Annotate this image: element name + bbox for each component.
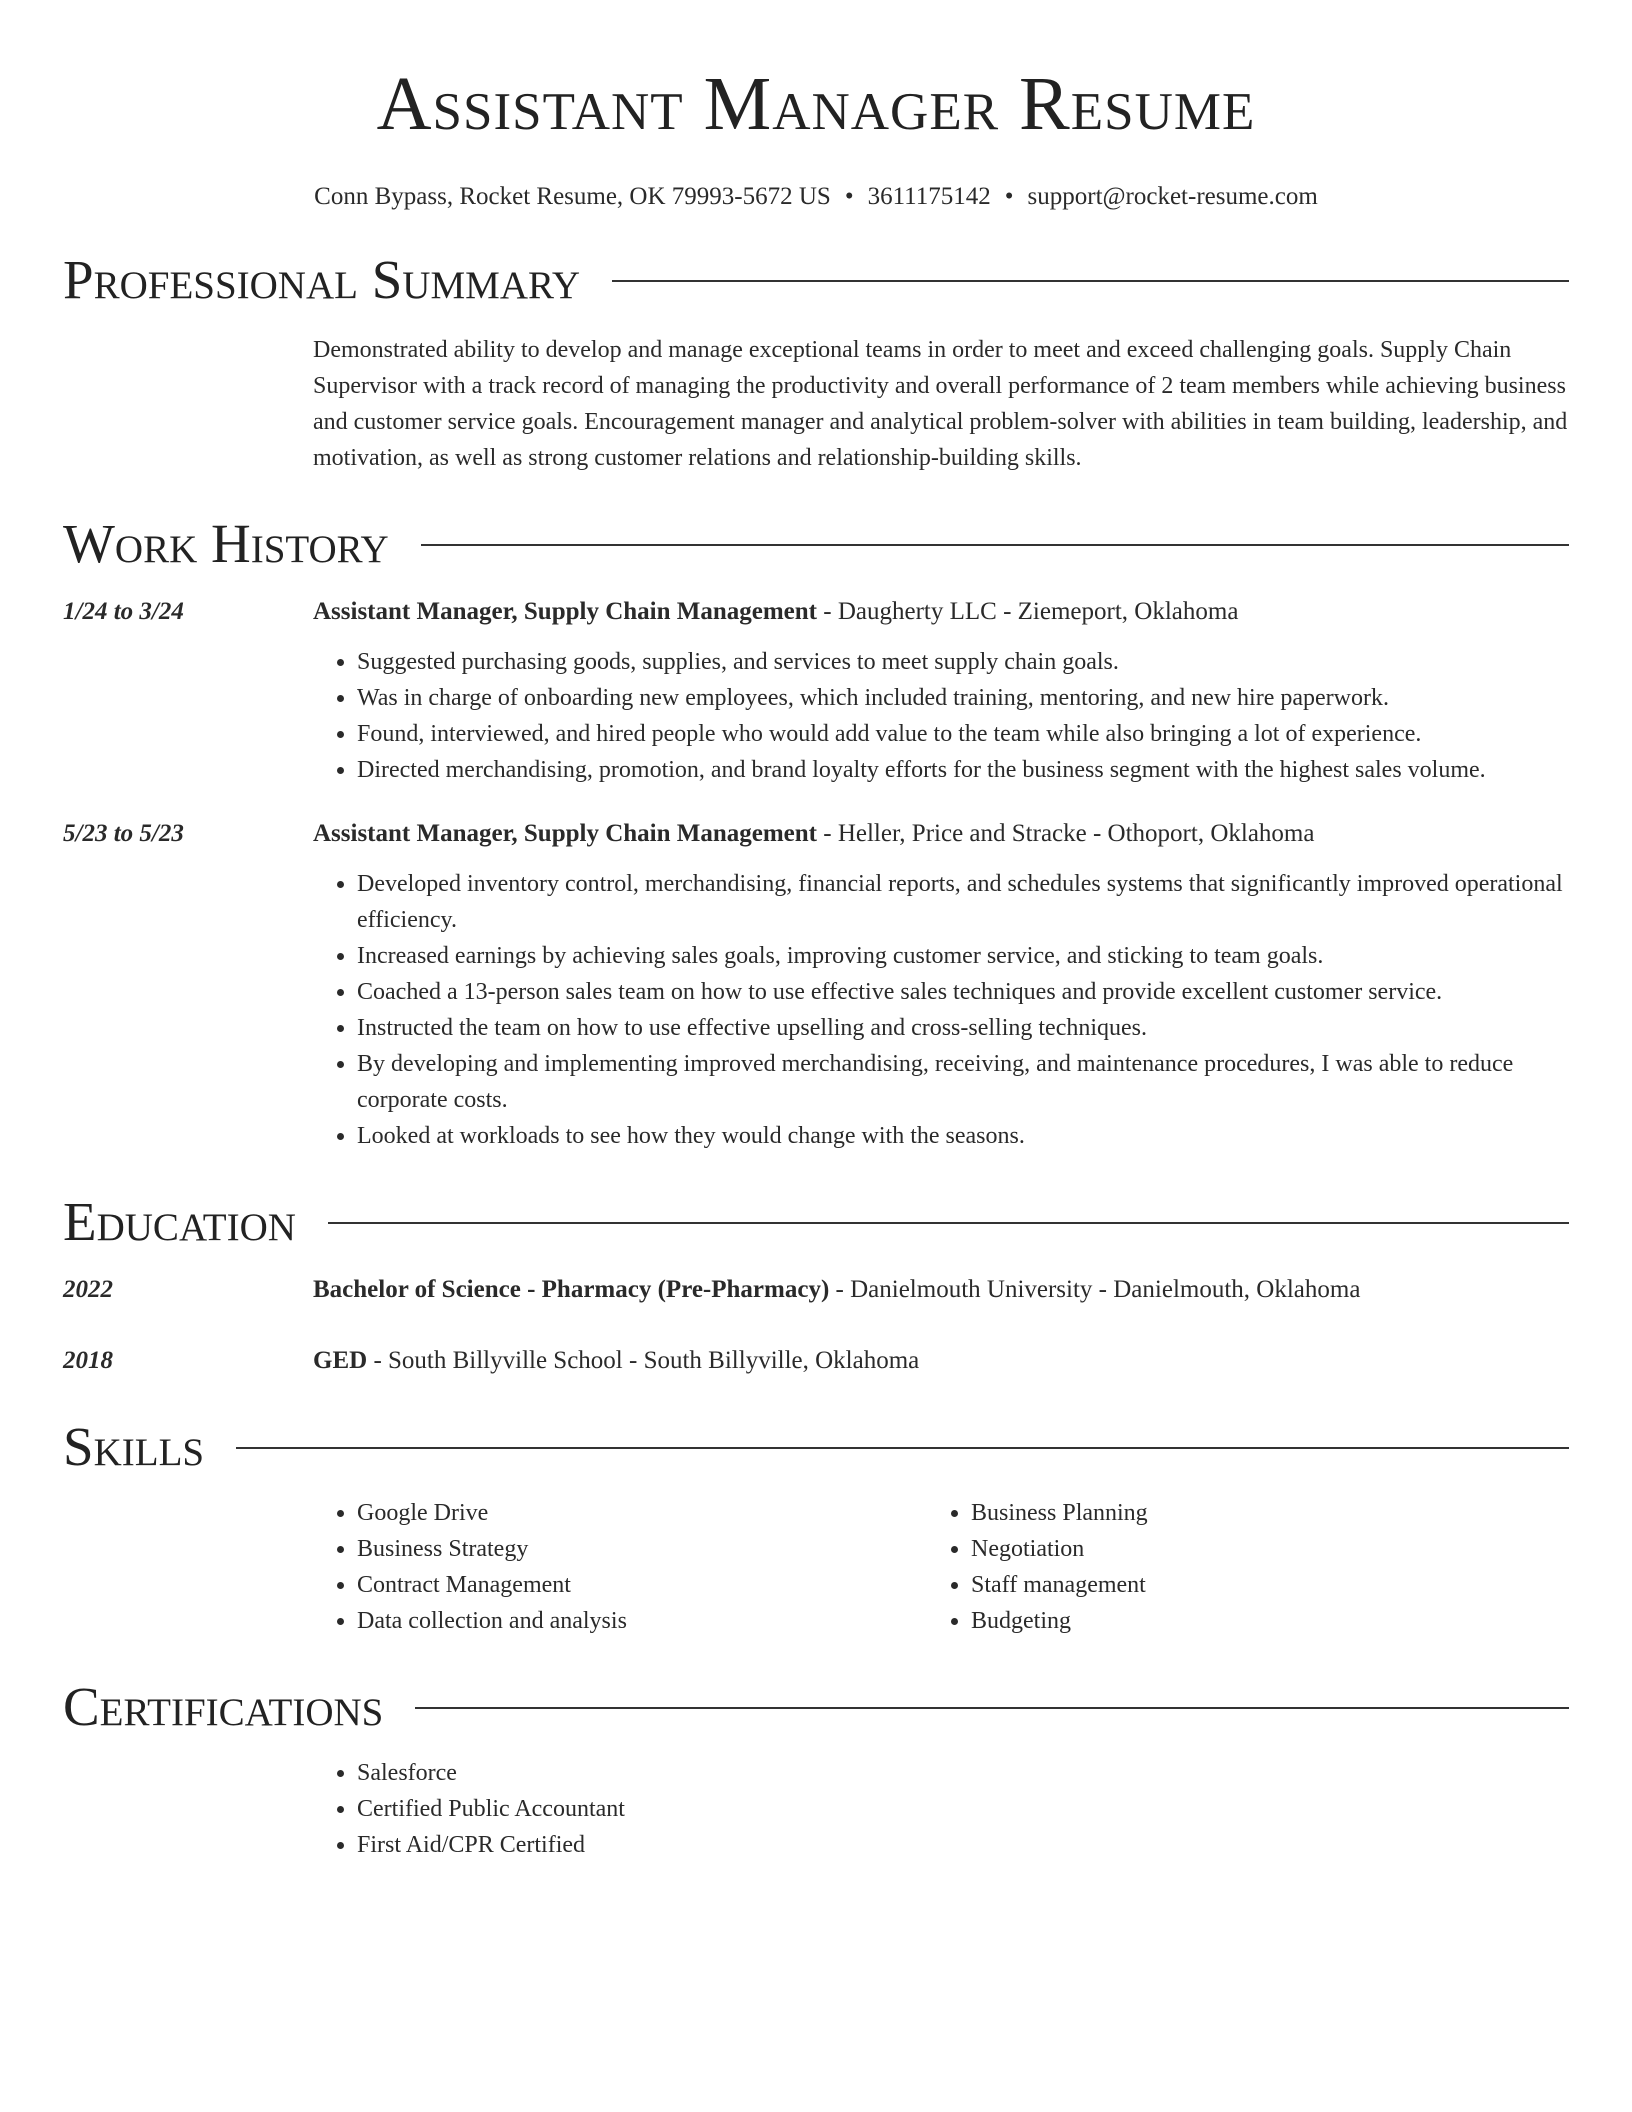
- summary-text: Demonstrated ability to develop and manage exceptional teams in order to meet and exceed challenging goals. Supply Chain Supervisor with a track record of managing the productivity and overall performance of 2 team members while achieving business and customer service goals. Encouragement manager and analytical problem-solver with abilities in team building, leadership, and motivation, as well as strong customer relations and relationship-building skills.: [313, 337, 1568, 471]
- job-role: Assistant Manager, Supply Chain Management: [313, 598, 818, 625]
- skills-column-right: [927, 1495, 1541, 1639]
- section-title-education: Education: [63, 1191, 296, 1252]
- job-bullet: • Developed inventory control, merchandising, financial reports, and schedules systems that significantly improved operational efficiency.: [357, 866, 1569, 938]
- contact-line: [63, 182, 1569, 212]
- section-title-summary: Professional Summary: [63, 249, 581, 310]
- section-header-education: [63, 1190, 1569, 1254]
- certification-item: • First Aid/CPR Certified: [357, 1827, 1569, 1863]
- job-heading: [313, 816, 1569, 852]
- section-title-work: Work History: [63, 513, 389, 574]
- job-body: [313, 594, 1569, 788]
- job-bullet: • Suggested purchasing goods, supplies, and services to meet supply chain goals.: [357, 644, 1569, 680]
- section-header-certifications: [63, 1675, 1569, 1739]
- skill-item: • Business Planning: [971, 1495, 1541, 1531]
- job-bullet: • Instructed the team on how to use effective upselling and cross-selling techniques.: [357, 1010, 1569, 1046]
- skill-item: • Data collection and analysis: [357, 1603, 927, 1639]
- contact-phone: 3611175142: [867, 183, 991, 210]
- certifications-list: [63, 1755, 1569, 1863]
- certification-item: • Salesforce: [357, 1755, 1569, 1791]
- job-employer: - Daugherty LLC - Ziemeport, Oklahoma: [817, 598, 1239, 625]
- education-entry: [63, 1272, 1569, 1308]
- contact-separator: •: [844, 183, 854, 210]
- job-bullet: • Directed merchandising, promotion, and brand loyalty efforts for the business segment with the highest sales volume.: [357, 752, 1569, 788]
- section-divider: [415, 1707, 1569, 1709]
- section-header-work: [63, 512, 1569, 576]
- job-entry: [63, 816, 1569, 1154]
- certification-item: • Certified Public Accountant: [357, 1791, 1569, 1827]
- job-dates: 1/24 to 3/24: [63, 598, 184, 625]
- section-title-skills: Skills: [63, 1416, 205, 1477]
- skills-column-left: [313, 1495, 927, 1639]
- job-bullet: • Coached a 13-person sales team on how to use effective sales techniques and provide excellent customer service.: [357, 974, 1569, 1010]
- job-entry: [63, 594, 1569, 788]
- contact-separator: •: [1004, 183, 1014, 210]
- job-dates: 5/23 to 5/23: [63, 820, 184, 847]
- job-bullet: • By developing and implementing improved merchandising, receiving, and maintenance procedures, I was able to reduce corporate costs.: [357, 1046, 1569, 1118]
- education-year: 2022: [63, 1276, 113, 1303]
- education-body: [313, 1343, 1569, 1379]
- section-header-skills: [63, 1415, 1569, 1479]
- job-bullets: [313, 644, 1569, 788]
- education-degree: Bachelor of Science - Pharmacy (Pre-Pharmacy): [313, 1276, 830, 1303]
- job-role: Assistant Manager, Supply Chain Management: [313, 820, 818, 847]
- skill-item: • Budgeting: [971, 1603, 1541, 1639]
- skills-list: [63, 1495, 1569, 1639]
- job-body: [313, 816, 1569, 1154]
- job-bullet: • Found, interviewed, and hired people who would add value to the team while also bringing a lot of experience.: [357, 716, 1569, 752]
- education-school: - Danielmouth University - Danielmouth, Oklahoma: [829, 1276, 1361, 1303]
- section-divider: [328, 1222, 1569, 1224]
- job-bullet: • Increased earnings by achieving sales goals, improving customer service, and sticking to team goals.: [357, 938, 1569, 974]
- section-divider: [236, 1447, 1569, 1449]
- certifications-items: [313, 1755, 1569, 1863]
- skill-item: • Staff management: [971, 1567, 1541, 1603]
- section-header-summary: [63, 248, 1569, 312]
- skill-item: • Google Drive: [357, 1495, 927, 1531]
- skill-item: • Contract Management: [357, 1567, 927, 1603]
- contact-address: Conn Bypass, Rocket Resume, OK 79993-5672 US: [314, 183, 831, 210]
- education-school: - South Billyville School - South Billyville, Oklahoma: [367, 1347, 920, 1374]
- job-bullet: • Was in charge of onboarding new employees, which included training, mentoring, and new hire paperwork.: [357, 680, 1569, 716]
- education-year: 2018: [63, 1347, 113, 1374]
- section-title-certifications: Certifications: [63, 1676, 384, 1737]
- section-divider: [612, 280, 1569, 282]
- job-employer: - Heller, Price and Stracke - Othoport, Oklahoma: [817, 820, 1315, 847]
- education-entry: [63, 1343, 1569, 1379]
- skill-item: • Negotiation: [971, 1531, 1541, 1567]
- section-divider: [421, 544, 1569, 546]
- job-bullet: • Looked at workloads to see how they would change with the seasons.: [357, 1118, 1569, 1154]
- job-heading: [313, 594, 1569, 630]
- resume-title: Assistant Manager Resume: [376, 62, 1256, 146]
- contact-email: support@rocket-resume.com: [1027, 183, 1318, 210]
- job-bullets: [313, 866, 1569, 1154]
- education-body: [313, 1272, 1569, 1308]
- education-degree: GED: [313, 1347, 368, 1374]
- skill-item: • Business Strategy: [357, 1531, 927, 1567]
